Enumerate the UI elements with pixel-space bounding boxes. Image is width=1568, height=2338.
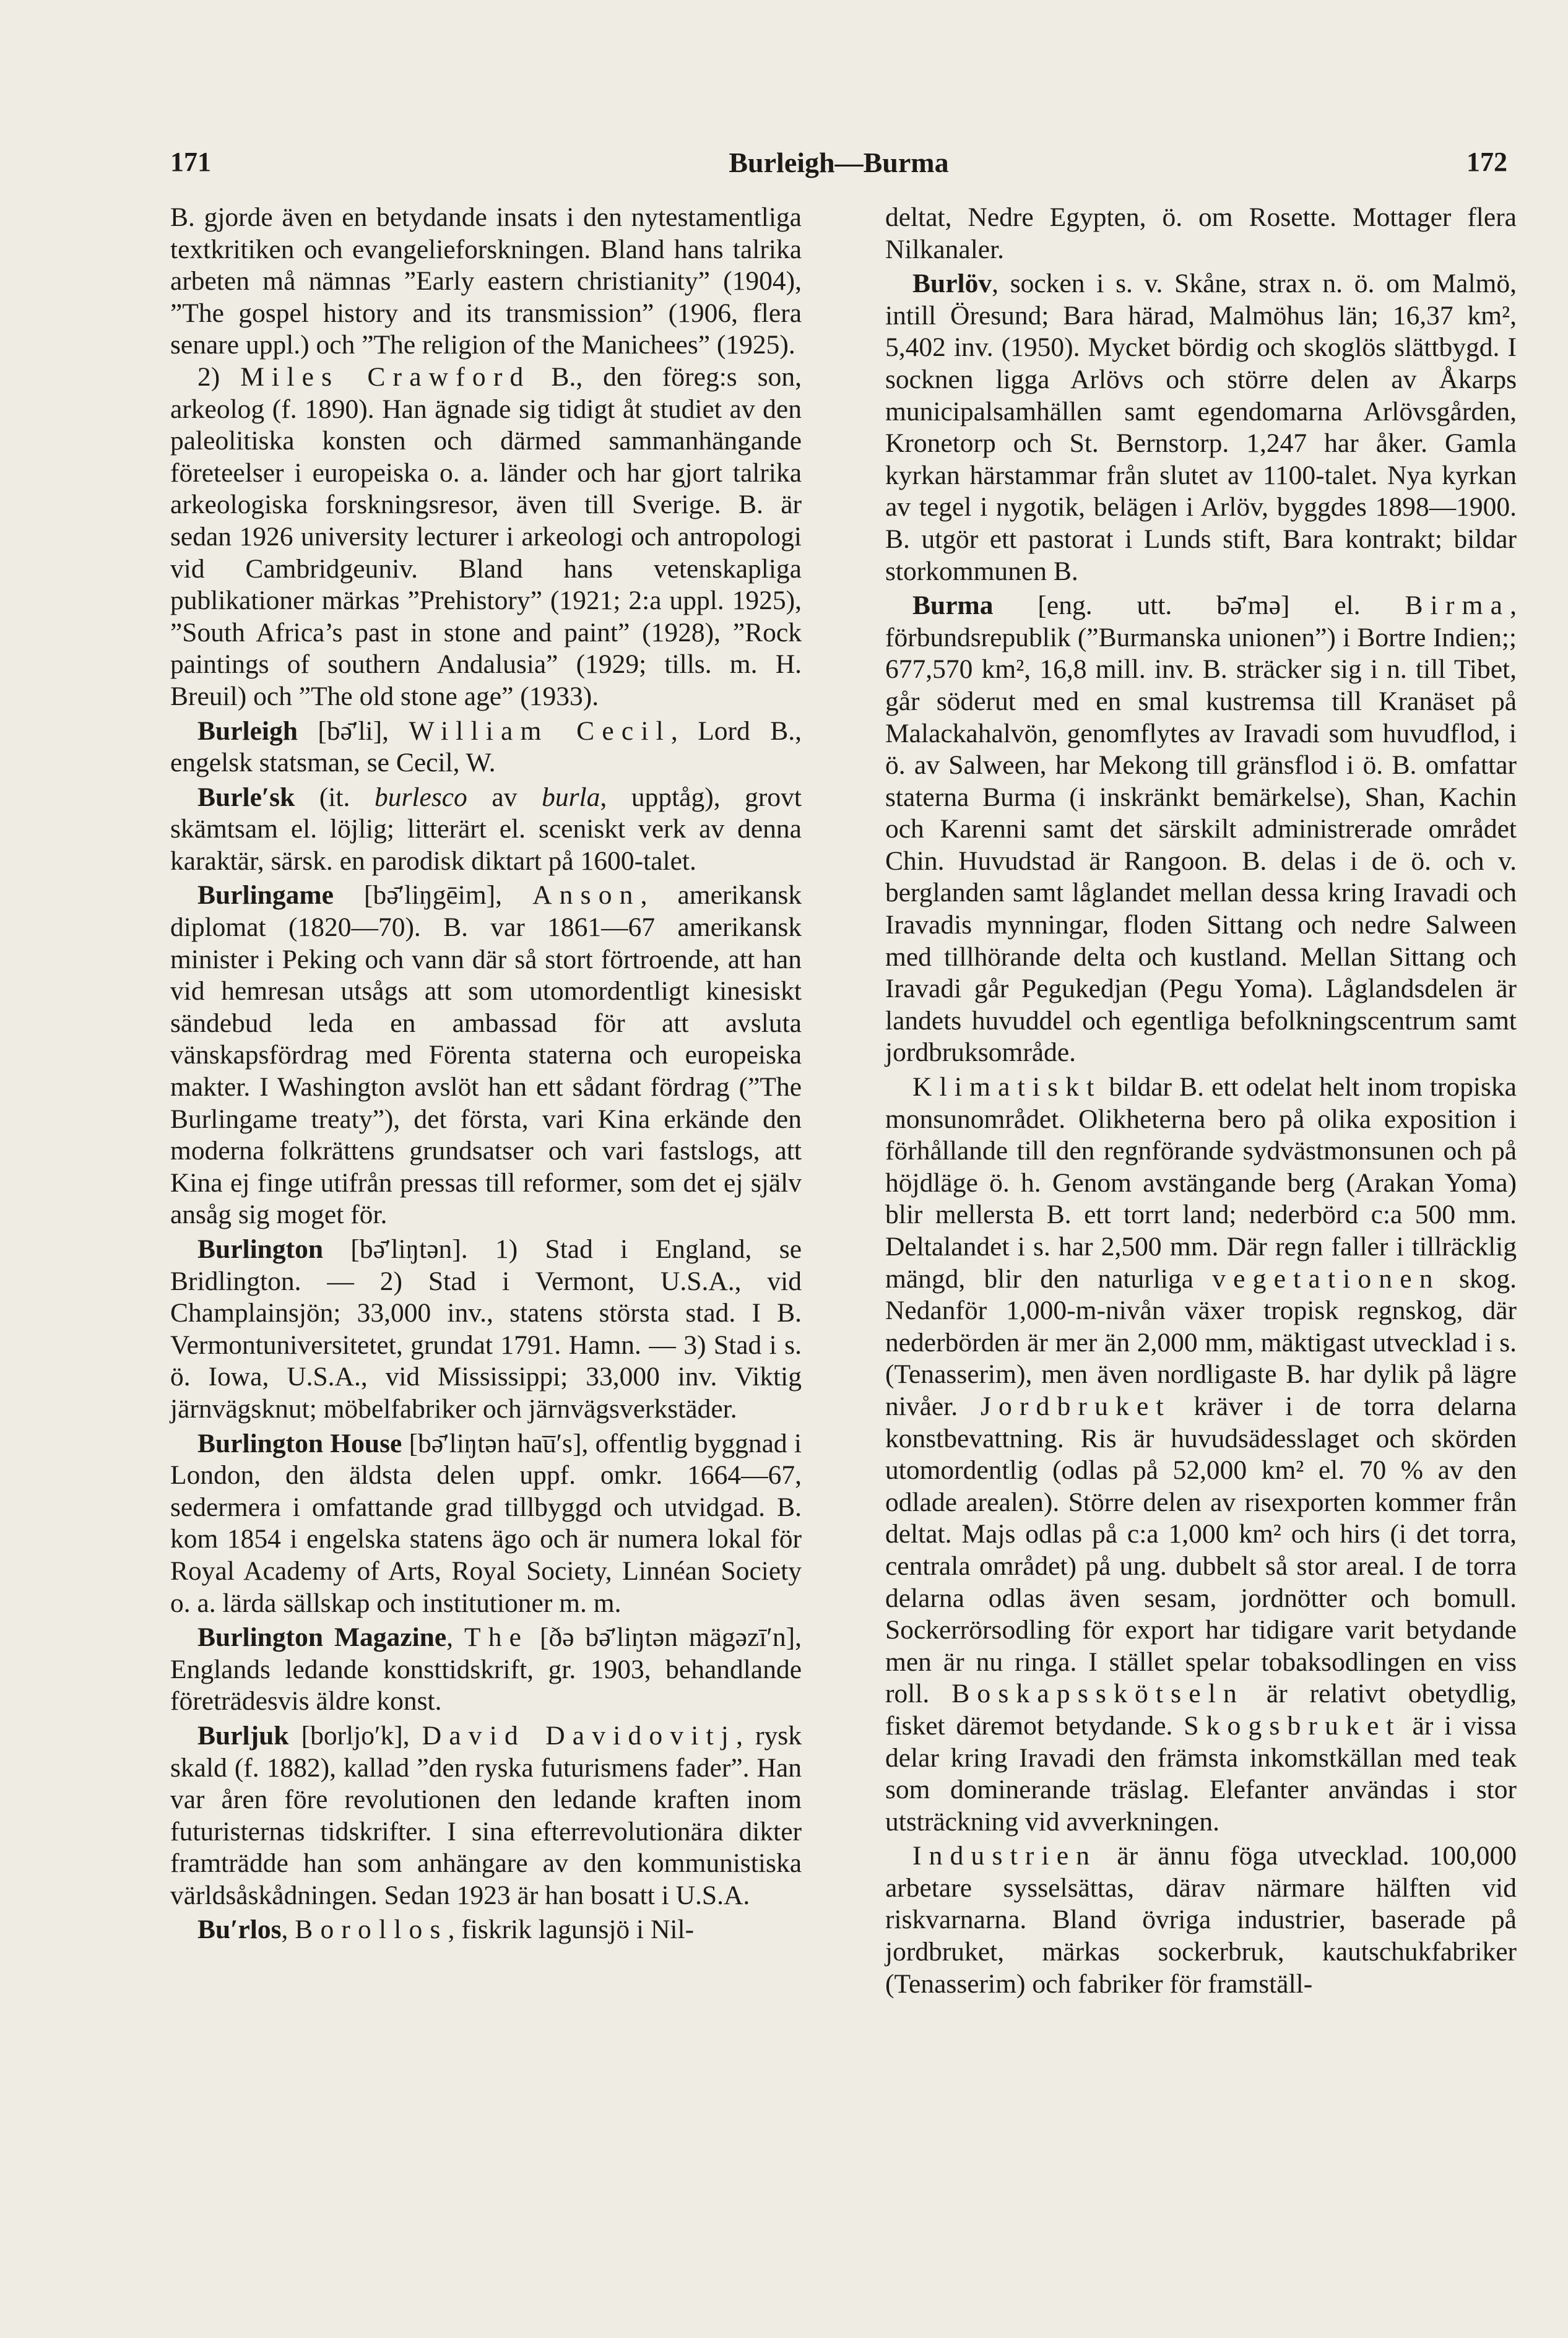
headword-burlington: Burlington [197, 1234, 324, 1264]
column-left [170, 202, 802, 1946]
entry-burlesk: Burle′sk (it. burlesco av burla, upptåg), grovt skämtsam el. löjlig; litterärt el. sceniskt verk av denna karaktär, särsk. en parodisk diktart på 1600-talet. [170, 782, 802, 876]
page-header [170, 146, 1507, 189]
entry-burlov: Burlöv, socken i s. v. Skåne, strax n. ö. om Malmö, intill Öresund; Bara härad, Malmöhus län; 16,37 km², 5,402 inv. (1950). Mycket bördig och skoglös slättbygd. I socknen ligga Arlövs och större delen av Åkarps municipalsamhällen samt egendomarna Arlövsgården, Kronetorp och St. Bernstorp. 1,247 har åker. Gamla kyrkan härstammar från slutet av 1100-talet. Nya kyrkan av tegel i nygotik, belägen i Arlöv, byggdes 1898—1900. B. utgör ett pastorat i Lunds stift, Bara kontrakt; bildar storkommunen B. [885, 269, 1517, 586]
entry-burlington: Burlington [bə̄′liŋtən]. 1) Stad i England, se Bridlington. — 2) Stad i Vermont, U.S.A., vid Champlainsjön; 33,000 inv., statens största stad. I B. Vermontuniversitetet, grundat 1791. Hamn. — 3) Stad i s. ö. Iowa, U.S.A., vid Mississippi; 33,000 inv. Viktig järnvägsknut; möbelfabriker och järnvägsverkstäder. [170, 1234, 802, 1424]
entry-burlingame: Burlingame [bə̄′liŋgēim], Anson, amerikansk diplomat (1820—70). B. var 1861—67 amerikansk minister i Peking och vann där så stort förtroende, att han vid hemresan utsågs att som utomordentligt kinesiskt sändebud leda en ambassad för att avsluta vänskapsfördrag med Förenta staterna och europeiska makter. I Washington avslöt han ett sådant fördrag (”The Burlingame treaty”), det första, vari Kina erkände den moderna folkrättens grundsatser och vari fastslogs, att Kina ej finge utifrån pressas till reformer, som det ej själv ansåg sig moget för. [170, 880, 802, 1230]
entry-burleigh: Burleigh [bə̄′li], William Cecil, Lord B., engelsk statsman, se Cecil, W. [170, 716, 802, 778]
running-title: Burleigh—Burma [729, 147, 949, 178]
entry-burma: Burma [eng. utt. bə̄′mə] el. Birma, förbundsrepublik (”Burmanska unionen”) i Bortre Indien;; 677,570 km², 16,8 mill. inv. B. sträcker sig i n. till Tibet, går söderut med en smal kustremsa till Kranäset på Malackahalvön, genomflytes av Iravadi som huvudflod, i ö. av Salween, har Mekong till gränsflod i ö. B. omfattar staterna Burma (i inskränkt bemärkelse), Shan, Kachin och Karenni samt det särskilt administrerade området Chin. Huvudstad är Rangoon. B. delas i de ö. och v. berglanden samt låglandet mellan dessa kring Iravadi och Iravadis mynningar, floden Sittang och nedre Salween med tillhörande delta och kustland. Mellan Sittang och Iravadi går Pegukedjan (Pegu Yoma). Låglandsdelen är landets huvuddel och egentliga befolkningscentrum samt jordbruksområde. [885, 591, 1517, 1068]
paragraph-burma-climate: Klimatiskt bildar B. ett odelat helt inom tropiska monsunområdet. Olikheterna bero på olika exposition i förhållande till den regnförande sydvästmonsunen och på höjdläge ö. h. Genom avstängande berg (Arakan Yoma) blir mellersta B. ett torrt land; nederbörd c:a 500 mm. Deltalandet i s. har 2,500 mm. Där regn faller i tillräcklig mängd, blir den naturliga vegetationen skog. Nedanför 1,000-m-nivån växer tropisk regnskog, där nederbörden är mer än 2,000 mm, mäktigast utvecklad i s. (Tenasserim), men även nordligaste B. har dylik på lägre nivåer. Jordbruket kräver i de torra delarna konstbevattning. Ris är huvudsädesslaget och skörden utomordentlig (odlas på 52,000 km² el. 70 % av den odlade arealen). Större delen av risexporten kommer från deltat. Majs odlas på c:a 1,000 km² och hirs (i det torra, centrala området) på ung. dubbelt så stor areal. I de torra delarna odlas även sesam, jordnötter och bomull. Sockerrörsodling för export har tidigare varit betydande men är nu ringa. I stället spelar tobaksodlingen en viss roll. Boskapsskötseln är relativt obetydlig, fisket däremot betydande. Skogsbruket är i vissa delar kring Iravadi den främsta inkomstkällan med teak som dominerande träslag. Elefanter användas i stor utsträckning vid avverkningen. [885, 1072, 1517, 1837]
headword-burma: Burma [912, 591, 994, 621]
paragraph-burlos-continued: deltat, Nedre Egypten, ö. om Rosette. Mottager flera Nilkanaler. [885, 202, 1517, 264]
entry-burlos: Bu′rlos, Borollos, fiskrik lagunsjö i Nil- [197, 1915, 695, 1945]
column-right [885, 202, 1517, 2000]
page-number-right: 172 [1466, 147, 1507, 177]
headword-burlington-house: Burlington House [197, 1428, 402, 1458]
entry-miles-crawford-burkitt: 2) Miles Crawford B., den föreg:s son, arkeolog (f. 1890). Han ägnade sig tidigt åt studiet av den paleolitiska konsten och därmed sammanhängande företeelser i europeiska o. a. länder och har gjort talrika arkeologiska forskningsresor, även till Sverige. B. är sedan 1926 university lecturer i arkeologi och antropologi vid Cambridgeuniv. Bland hans vetenskapliga publikationer märkas ”Prehistory” (1921; 2:a uppl. 1925), ”South Africa’s past in stone and paint” (1928), ”Rock paintings of southern Andalusia” (1929; tills. m. H. Breuil) och ”The old stone age” (1933). [170, 362, 802, 711]
paragraph-burma-industry: Industrien är ännu föga utvecklad. 100,000 arbetare sysselsättas, därav närmare hälften vid riskvarnarna. Bland övriga industrier, baserade på jordbruket, märkas sockerbruk, kautschukfabriker (Tenasserim) och fabriker för framställ- [885, 1841, 1517, 1999]
headword-burljuk: Burljuk [197, 1720, 289, 1751]
entry-burljuk: Burljuk [borljo′k], David Davidovitj, rysk skald (f. 1882), kallad ”den ryska futurismens fader”. Han var åren före revolutionen den ledande kraften inom futuristernas tidskrifter. I sina efterrevolutionära dikter framträdde han som anhängare av den kommunistiska världsåskådningen. Sedan 1923 är han bosatt i U.S.A. [170, 1720, 802, 1910]
paragraph-burkitt-continued: B. gjorde även en betydande insats i den nytestamentliga textkritiken och evangelieforskningen. Bland hans talrika arbeten må nämnas ”Early eastern christianity” (1904), ”The gospel history and its transmission” (1906, flera senare uppl.) och ”The religion of the Manichees” (1925). [170, 202, 802, 360]
headword-burlov: Burlöv [912, 269, 992, 299]
headword-burlington-magazine: Burlington Magazine [197, 1622, 447, 1653]
page-number-left: 171 [170, 147, 211, 177]
headword-burlesk: Burle′sk [197, 782, 295, 812]
entry-burlington-house: Burlington House [bə̄′liŋtən hau̅′s], offentlig byggnad i London, den äldsta delen uppf. omkr. 1664—67, sedermera i omfattande grad tillbyggd och utvidgad. B. kom 1854 i engelska statens ägo och är numera lokal för Royal Academy of Arts, Royal Society, Linnéan Society o. a. lärda sällskap och institutioner m. m. [170, 1428, 802, 1618]
headword-burleigh: Burleigh [197, 716, 298, 746]
headword-burlingame: Burlingame [197, 880, 334, 911]
entry-person-name: Miles Crawford [240, 362, 531, 392]
entry-burlington-magazine: Burlington Magazine, The [ðə bə̄′liŋtən mägəzī′n], Englands ledande konsttidskrift, gr. 1903, behandlande företrädesvis äldre konst. [170, 1622, 802, 1717]
headword-burlos: Bu′rlos [197, 1915, 282, 1945]
